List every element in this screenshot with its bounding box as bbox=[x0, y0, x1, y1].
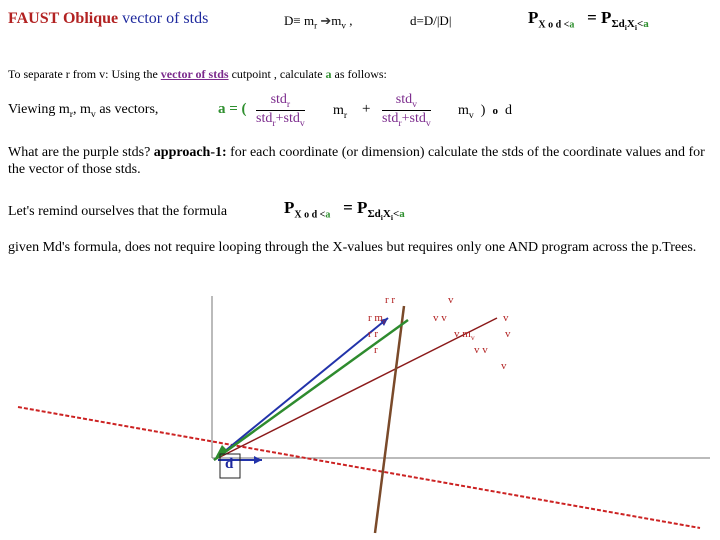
v-point-3: v bbox=[503, 312, 509, 324]
m-v: m bbox=[458, 103, 469, 118]
remind-text: Let's remind ourselves that the formula bbox=[8, 204, 228, 219]
viewing-m: Viewing m bbox=[8, 102, 70, 117]
title-part-b: vector of stds bbox=[122, 10, 209, 27]
hf-i2: i bbox=[634, 23, 637, 33]
rf-i2: i bbox=[390, 213, 393, 223]
f2d-plus: +std bbox=[401, 110, 426, 126]
separating-hyperplane bbox=[18, 407, 700, 528]
r-point-group-4: r bbox=[374, 344, 378, 356]
eq-d: d bbox=[504, 103, 512, 118]
intro-text-3: as follows: bbox=[334, 67, 387, 81]
f2d-sub1: r bbox=[398, 117, 402, 129]
hf-eq: = P bbox=[587, 8, 612, 27]
d-def-end: m bbox=[331, 13, 342, 28]
v-point-1: v bbox=[448, 294, 454, 306]
f1d-sub1: r bbox=[272, 117, 276, 129]
hf-i: i bbox=[624, 23, 627, 33]
r-point-group-3: r r bbox=[368, 328, 379, 340]
d-normalized: d=D/|D| bbox=[410, 13, 452, 28]
hf-x: X bbox=[626, 18, 635, 31]
f2n: std bbox=[395, 92, 413, 107]
v-point-4: v bbox=[505, 328, 511, 340]
r-point-group-2 bbox=[368, 312, 386, 326]
hf-a: a bbox=[569, 19, 575, 31]
intro-link: vector of stds bbox=[160, 67, 229, 81]
f2d: std bbox=[382, 110, 399, 126]
intro-text-1: To separate r from v: Using the bbox=[8, 67, 158, 81]
v-point-6: v bbox=[501, 360, 507, 372]
viewing-sub-v: v bbox=[90, 108, 96, 120]
rf-sigma: Σd bbox=[367, 208, 381, 221]
viewing-comma: , m bbox=[73, 102, 91, 117]
rf-p: P bbox=[284, 198, 295, 217]
f1d: std bbox=[256, 110, 273, 126]
r-point-group-1: r r bbox=[385, 294, 396, 306]
intro-text-2: cutpoint , calculate bbox=[231, 67, 323, 81]
dot-o: o bbox=[492, 105, 498, 117]
f1n: std bbox=[270, 92, 287, 107]
rf-a: a bbox=[325, 209, 331, 221]
approach-text: for each coordinate (or dimension) calculate the stds of the coordinate values and for the vector of those stds. bbox=[8, 145, 705, 177]
hf-lt: < bbox=[637, 18, 644, 31]
d-def-sub-r: r bbox=[314, 20, 318, 31]
f1d-sub2: v bbox=[299, 117, 305, 129]
viewing-sub-r: r bbox=[69, 108, 74, 120]
f2d-sub2: v bbox=[425, 117, 431, 129]
rf-sub-text: X o d < bbox=[294, 209, 326, 221]
given-paragraph: given Md's formula, does not require looping through the X-values but requires only one AND program across the p.Trees. bbox=[8, 240, 697, 255]
d-def-comma: , bbox=[349, 13, 353, 28]
a-eq-text: a = ( bbox=[218, 101, 247, 117]
rf-eq: = P bbox=[343, 198, 368, 217]
v-m-text: v m bbox=[454, 328, 471, 340]
m-r: m bbox=[333, 103, 344, 118]
r-point-m-sub: r bbox=[382, 317, 386, 327]
arrow-icon: ➔ bbox=[320, 13, 332, 28]
d-arrowhead bbox=[254, 456, 262, 464]
intro-a: a bbox=[325, 67, 332, 81]
v-point-5: v v bbox=[474, 344, 488, 356]
rf-i: i bbox=[380, 213, 383, 223]
d-def-sub-v: v bbox=[341, 20, 346, 31]
f1d-plus: +std bbox=[275, 110, 300, 126]
r-point-m: r m bbox=[368, 312, 383, 324]
plus-sign: + bbox=[362, 101, 371, 117]
title-part-a: FAUST Oblique bbox=[8, 10, 119, 27]
v-point-m bbox=[454, 328, 475, 342]
close-paren: ) bbox=[480, 103, 486, 118]
d-def-text: D≡ m bbox=[284, 13, 315, 28]
hf-p: P bbox=[528, 8, 539, 27]
rf-x: X bbox=[382, 208, 391, 221]
m-r-sub: r bbox=[343, 109, 348, 121]
m-v-sub: v bbox=[468, 109, 474, 121]
v-m-sub: v bbox=[470, 333, 475, 343]
v-point-2: v v bbox=[433, 312, 447, 324]
approach-label: approach-1: bbox=[153, 145, 227, 160]
viewing-as-vectors: as vectors, bbox=[99, 102, 159, 117]
f1n-sub: r bbox=[286, 98, 291, 110]
m-r-vector bbox=[214, 318, 388, 460]
hf-sub-text: X o d < bbox=[538, 19, 570, 31]
f2n-sub: v bbox=[412, 98, 417, 110]
d-label: d bbox=[225, 456, 234, 472]
hf-sigma: Σd bbox=[611, 18, 625, 31]
hf-a2: a bbox=[643, 18, 649, 31]
rf-lt: < bbox=[393, 208, 400, 221]
rf-a2: a bbox=[399, 208, 405, 221]
a-vector bbox=[214, 320, 408, 460]
question-text: What are the purple stds? bbox=[8, 145, 151, 160]
